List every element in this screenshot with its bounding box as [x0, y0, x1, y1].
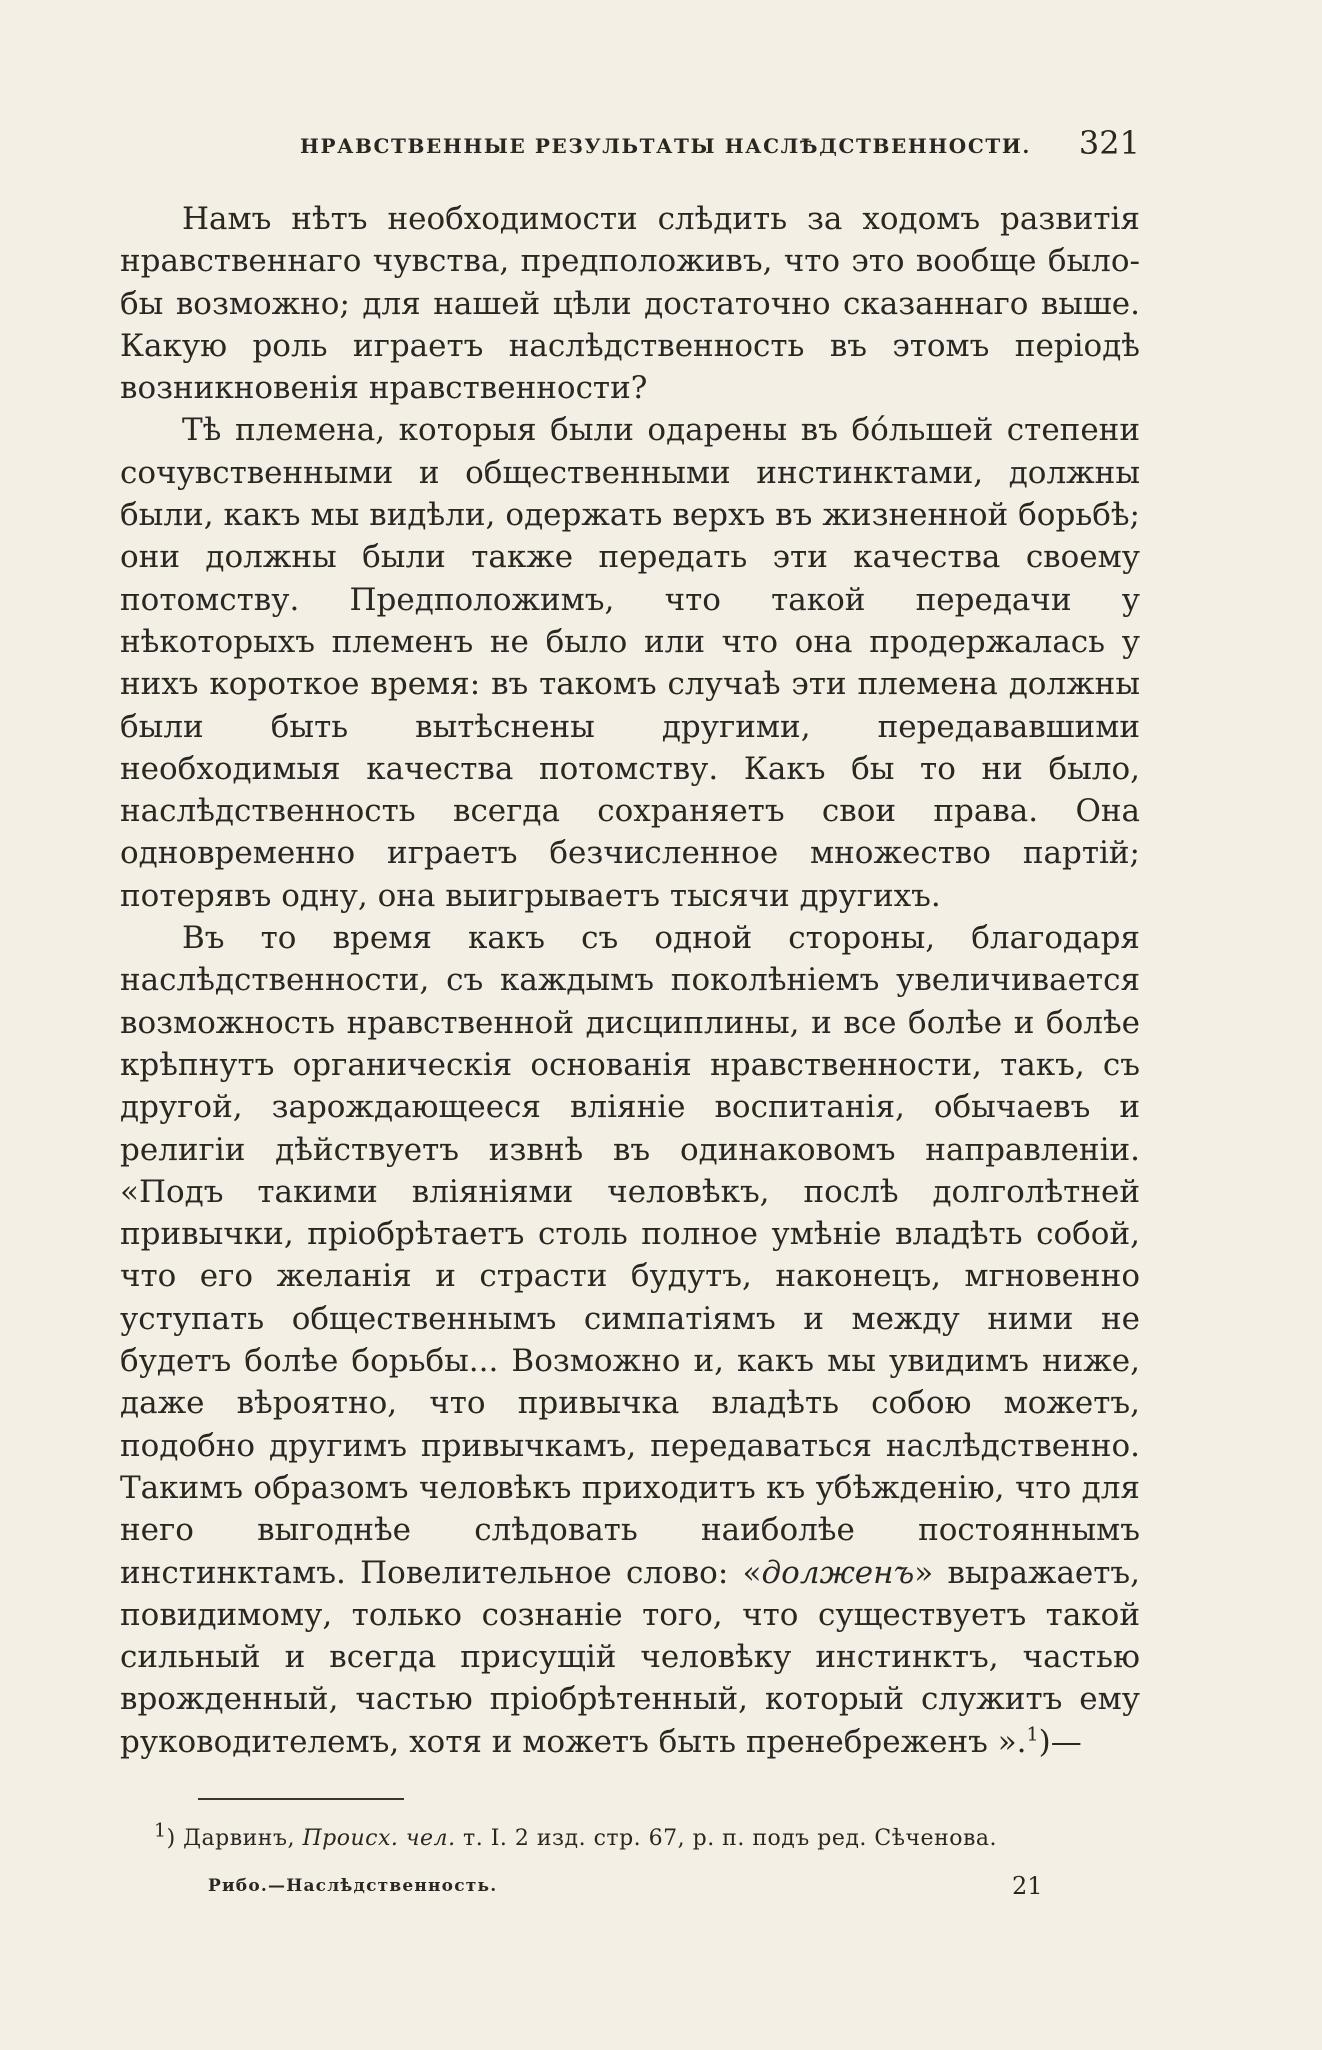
paragraph-3-text-continued: » выражаетъ, повидимому, только сознаніе того, что существуетъ такой сильный и всегда присущій человѣку инстинктъ, частью врожденный, частью пріобрѣтенный, который служитъ ему руководителемъ, хотя и можетъ быть пренебреженъ ». — [120, 1554, 1140, 1760]
paragraph-2 — [120, 409, 1140, 917]
footnote-text: ) Дарвинъ, — [166, 1826, 303, 1851]
paragraph-3-end: )— — [1038, 1723, 1082, 1760]
paragraph-2-text: Тѣ племена, которыя были одарены въ бо́льшей степени сочувственными и общественными инстинктами, должны были, какъ мы видѣли, одержать верхъ въ жизненной борьбѣ; они должны были также передать эти качества своему потомству. Предположимъ, что такой передачи у нѣкоторыхъ племенъ не было или что она продержалась у нихъ короткое время: въ такомъ случаѣ эти племена должны были быть вытѣснены другими, передававшими необходимыя качества потомству. Какъ бы то ни было, наслѣдственность всегда сохраняетъ свои права. Она одновременно играетъ безчисленное множество партій; потерявъ одну, она выигрываетъ тысячи другихъ. — [120, 412, 1140, 914]
printers-signature: Рибо.—Наслѣдственность. — [208, 1876, 498, 1896]
footnote-divider — [198, 1798, 404, 1800]
sheet-number: 21 — [1012, 1872, 1043, 1900]
page-number: 321 — [1078, 124, 1140, 162]
paragraph-3 — [120, 917, 1140, 1763]
running-title: НРАВСТВЕННЫЕ РЕЗУЛЬТАТЫ НАСЛѢДСТВЕННОСТИ. — [300, 134, 1031, 158]
italic-word-dolzhen: долженъ — [761, 1554, 915, 1591]
footnote — [154, 1819, 1114, 1851]
body-text — [120, 198, 1140, 1763]
footnote-reference: 1 — [1026, 1723, 1039, 1746]
footnote-marker: 1 — [154, 1819, 167, 1842]
footnote-text-continued: т. I. 2 изд. стр. 67, р. п. подъ ред. Сѣченова. — [455, 1826, 997, 1851]
paragraph-3-text: Въ то время какъ съ одной стороны, благодаря наслѣдственности, съ каждымъ поколѣніемъ увеличивается возможность нравственной дисциплины, и все болѣе и болѣе крѣпнутъ органическія основанія нравственности, такъ, съ другой, зарождающееся вліяніе воспитанія, обычаевъ и религіи дѣйствуетъ извнѣ въ одинаковомъ направленіи. «Подъ такими вліяніями человѣкъ, послѣ долголѣтней привычки, пріобрѣтаетъ столь полное умѣніе владѣть собой, что его желанія и страсти будутъ, наконецъ, мгновенно уступать общественнымъ симпатіямъ и между ними не будетъ болѣе борьбы... Возможно и, какъ мы увидимъ ниже, даже вѣроятно, что привычка владѣть собою можетъ, подобно другимъ привычкамъ, передаваться наслѣдственно. Такимъ образомъ человѣкъ приходитъ къ убѣжденію, что для него выгоднѣе слѣдовать наиболѣе постояннымъ инстинктамъ. Повелительное слово: « — [120, 920, 1140, 1591]
paragraph-1 — [120, 198, 1140, 409]
footnote-italic-title: Происх. чел. — [302, 1826, 456, 1851]
running-head — [120, 124, 1140, 164]
paragraph-1-text: Намъ нѣтъ необходимости слѣдить за ходомъ развитія нравственнаго чувства, предположивъ, что это вообще было-бы возможно; для нашей цѣли достаточно сказаннаго выше. Какую роль играетъ наслѣдственность въ этомъ періодѣ возникновенія нравственности? — [120, 201, 1140, 407]
